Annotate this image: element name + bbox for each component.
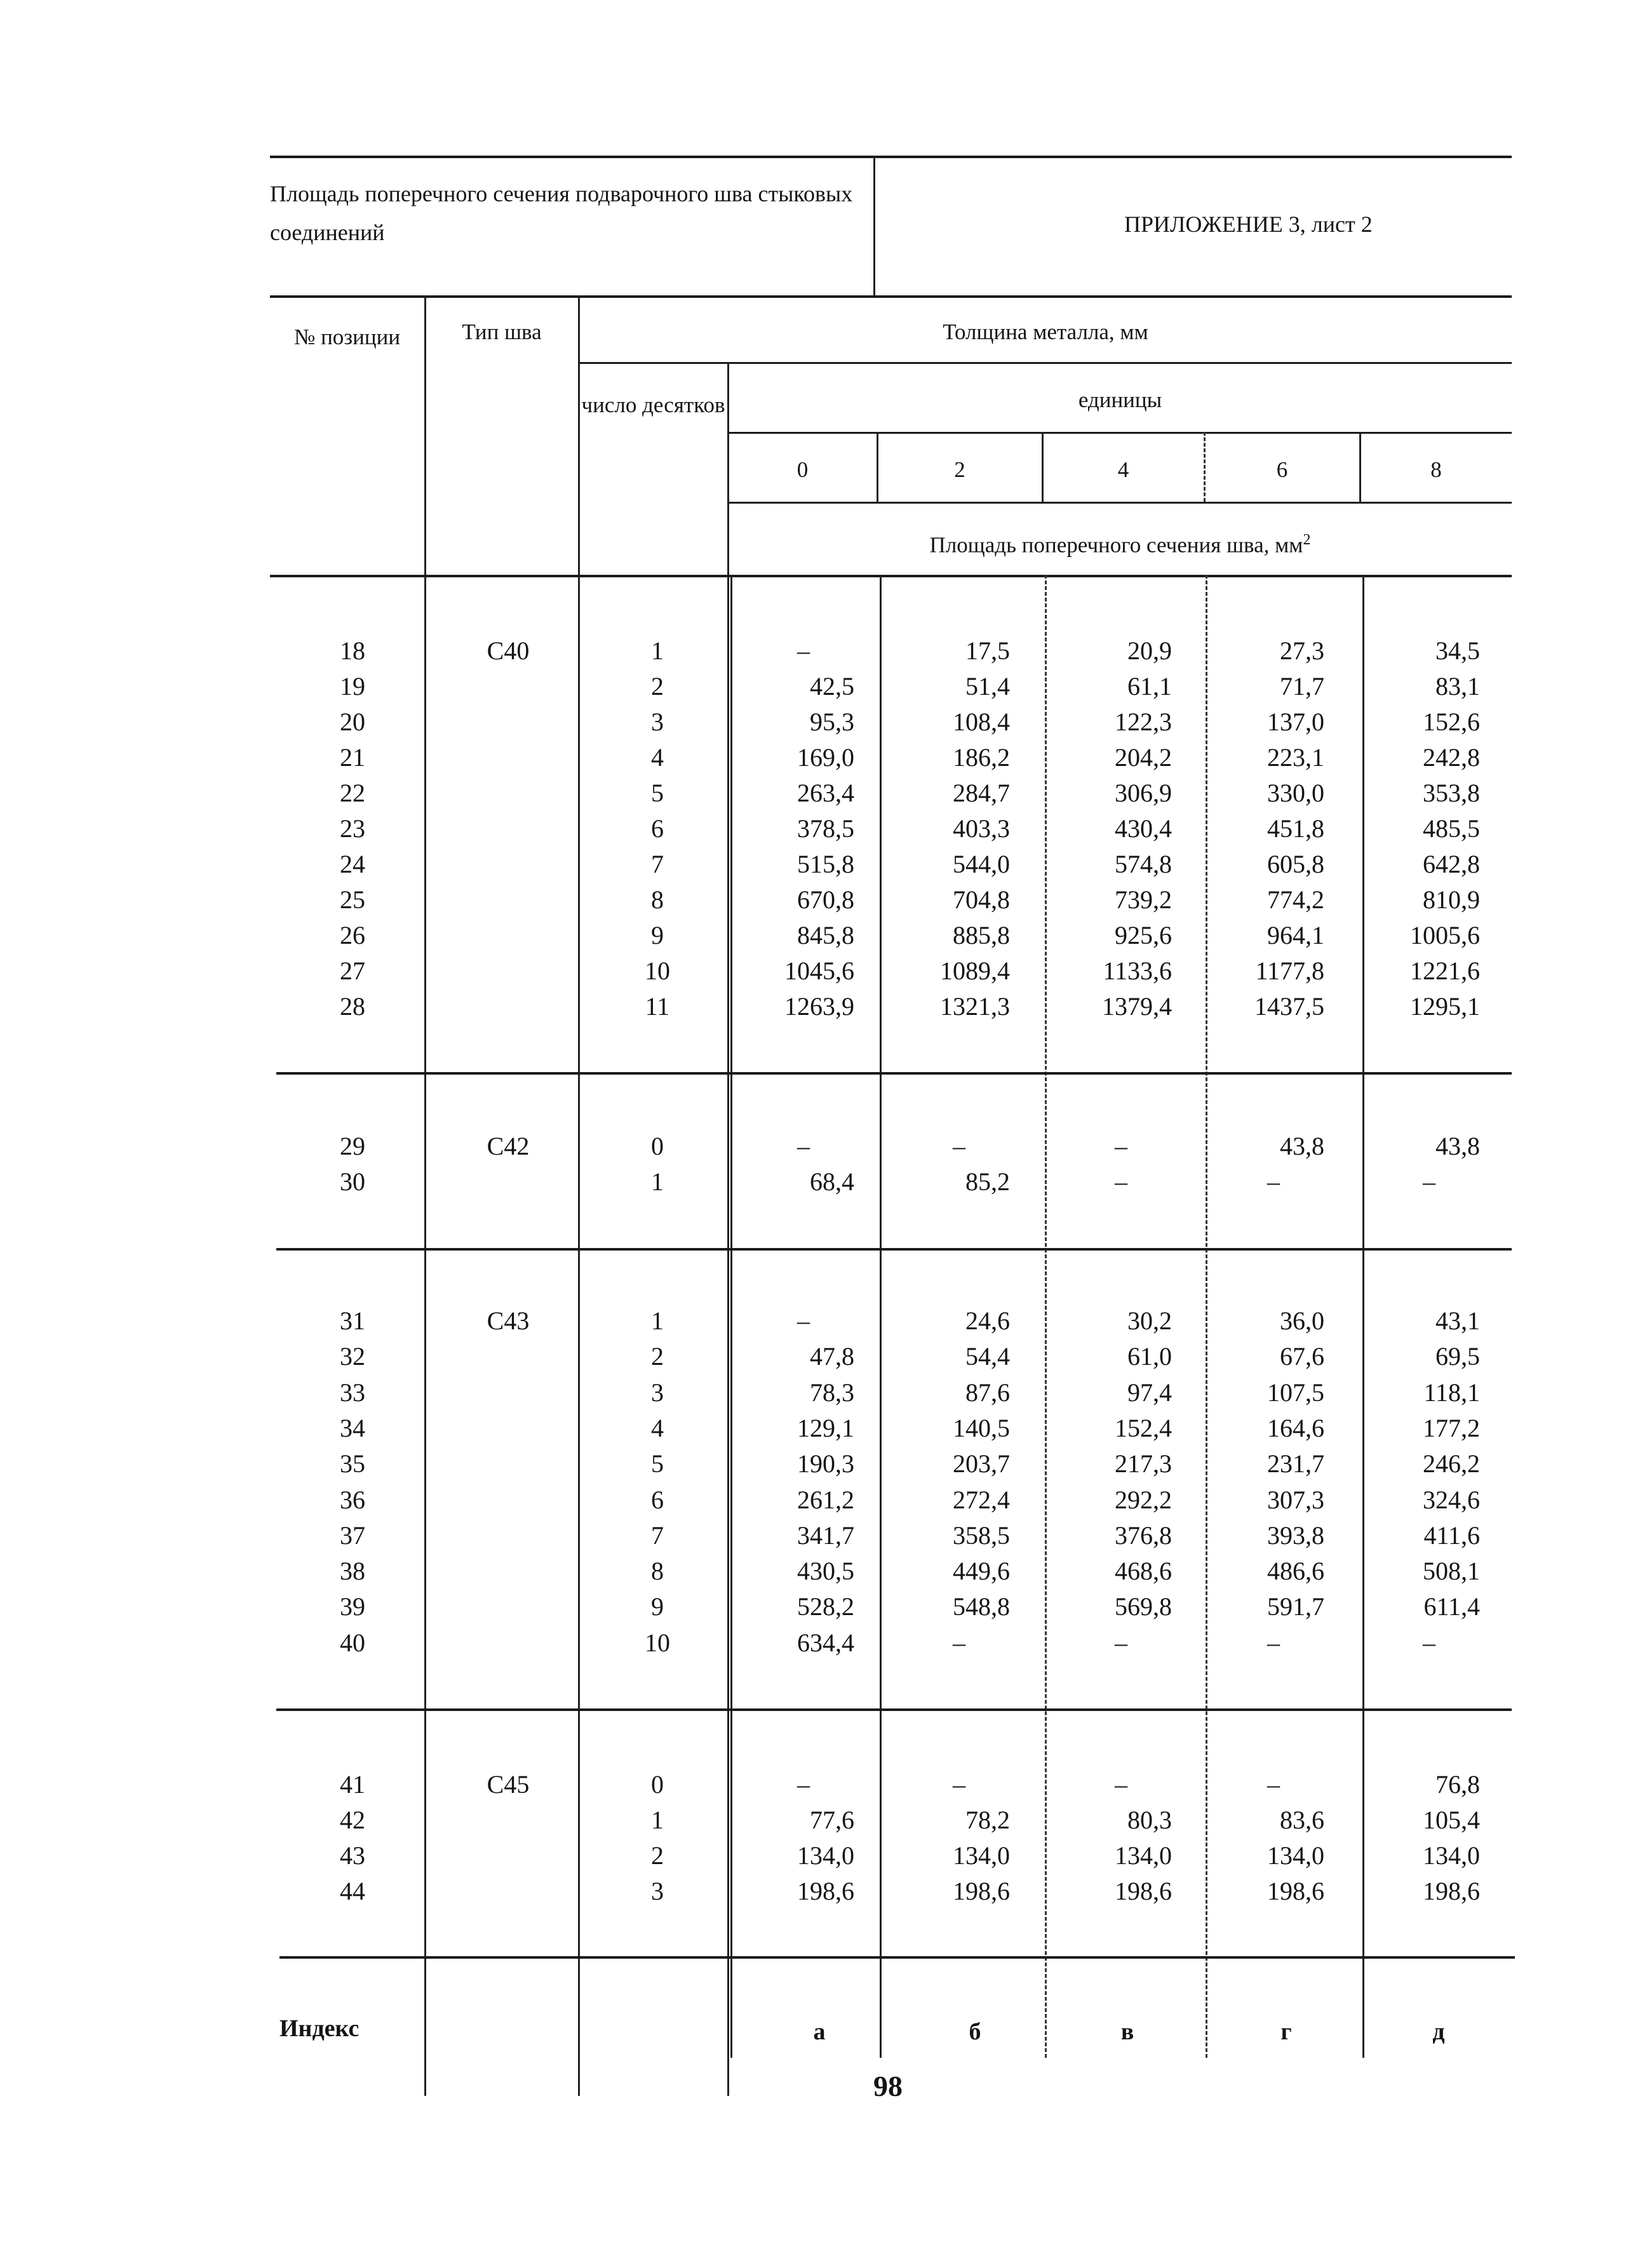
weld-type: С45: [487, 1770, 530, 1799]
area-value: 43,8: [1280, 1132, 1324, 1160]
thickness-header: Толщина металла, мм: [943, 319, 1148, 344]
area-value: 810,9: [1423, 885, 1480, 914]
position-number: 36: [340, 1486, 365, 1514]
area-value: 54,4: [965, 1342, 1010, 1371]
tens-value: 5: [651, 1449, 664, 1478]
tens-value: 0: [651, 1770, 664, 1799]
area-value: 515,8: [797, 850, 854, 878]
area-value: –: [797, 636, 810, 665]
area-value: 68,4: [810, 1167, 854, 1196]
tens-value: 6: [651, 1486, 664, 1514]
area-value: –: [953, 1628, 965, 1657]
appendix-label: ПРИЛОЖЕНИЕ 3, лист 2: [1124, 211, 1373, 237]
area-header: [729, 532, 1512, 556]
tens-value: 3: [651, 1877, 664, 1905]
unit-values-rule: [727, 502, 1512, 504]
position-number: 22: [340, 779, 365, 807]
units-header: единицы: [1078, 387, 1162, 412]
area-value: 330,0: [1267, 779, 1324, 807]
area-value: 774,2: [1267, 885, 1324, 914]
group-separator-3: [276, 1708, 1512, 1711]
area-value: –: [797, 1132, 810, 1160]
tens-value: 5: [651, 779, 664, 807]
area-value: 307,3: [1267, 1486, 1324, 1514]
area-value: –: [1423, 1167, 1435, 1196]
position-number: 26: [340, 921, 365, 949]
area-value: 30,2: [1127, 1306, 1172, 1335]
area-value: 108,4: [953, 708, 1010, 736]
position-number: 20: [340, 708, 365, 736]
area-value: 1177,8: [1255, 956, 1324, 985]
area-value: 569,8: [1115, 1592, 1172, 1621]
area-value: 217,3: [1115, 1449, 1172, 1478]
area-value: 231,7: [1267, 1449, 1324, 1478]
position-number: 28: [340, 992, 365, 1021]
position-number: 18: [340, 636, 365, 665]
area-value: 223,1: [1267, 743, 1324, 772]
index-d: д: [1432, 2018, 1445, 2045]
tens-value: 4: [651, 743, 664, 772]
area-value: 485,5: [1423, 814, 1480, 843]
top-rule: [270, 156, 1512, 158]
area-value: –: [1267, 1770, 1280, 1799]
tens-value: 2: [651, 1841, 664, 1870]
area-value: 411,6: [1423, 1521, 1480, 1550]
tens-value: 1: [651, 1806, 664, 1834]
area-value: 739,2: [1115, 885, 1172, 914]
position-number: 24: [340, 850, 365, 878]
area-value: 27,3: [1280, 636, 1324, 665]
area-value: 78,2: [965, 1806, 1010, 1834]
area-value: 544,0: [953, 850, 1010, 878]
position-number: 25: [340, 885, 365, 914]
area-value: 83,1: [1435, 672, 1480, 701]
area-value: 1263,9: [784, 992, 854, 1021]
area-value: 642,8: [1423, 850, 1480, 878]
area-value: 605,8: [1267, 850, 1324, 878]
area-value: 508,1: [1423, 1557, 1480, 1585]
area-value: 152,6: [1423, 708, 1480, 736]
position-number: 27: [340, 956, 365, 985]
position-number: 40: [340, 1628, 365, 1657]
area-header-sup: 2: [1303, 532, 1311, 548]
area-value: 24,6: [965, 1306, 1010, 1335]
area-value: 246,2: [1423, 1449, 1480, 1478]
area-value: 204,2: [1115, 743, 1172, 772]
area-value: 198,6: [1267, 1877, 1324, 1905]
area-value: 169,0: [797, 743, 854, 772]
index-a: а: [813, 2018, 826, 2045]
area-value: 341,7: [797, 1521, 854, 1550]
area-value: 1133,6: [1103, 956, 1172, 985]
tens-value: 3: [651, 708, 664, 736]
position-number: 30: [340, 1167, 365, 1196]
area-value: 71,7: [1280, 672, 1324, 701]
position-number: 32: [340, 1342, 365, 1371]
position-number: 38: [340, 1557, 365, 1585]
area-value: 122,3: [1115, 708, 1172, 736]
area-value: 306,9: [1115, 779, 1172, 807]
area-value: 87,6: [965, 1378, 1010, 1407]
area-value: –: [1267, 1628, 1280, 1657]
area-value: 1089,4: [940, 956, 1010, 985]
area-value: –: [953, 1132, 965, 1160]
area-value: 78,3: [810, 1378, 854, 1407]
area-value: 95,3: [810, 708, 854, 736]
group-separator-2: [276, 1248, 1512, 1251]
area-value: 164,6: [1267, 1414, 1324, 1442]
header-divider: [873, 156, 875, 295]
area-value: 263,4: [797, 779, 854, 807]
area-value: 591,7: [1267, 1592, 1324, 1621]
group-separator-1: [276, 1072, 1512, 1075]
area-value: 83,6: [1280, 1806, 1324, 1834]
area-value: 85,2: [965, 1167, 1010, 1196]
area-value: 1005,6: [1410, 921, 1480, 949]
area-value: 1379,4: [1102, 992, 1172, 1021]
tens-value: 3: [651, 1378, 664, 1407]
type-header: Тип шва: [462, 319, 542, 344]
area-value: 292,2: [1115, 1486, 1172, 1514]
area-value: 42,5: [810, 672, 854, 701]
area-value: 1221,6: [1410, 956, 1480, 985]
tens-value: 7: [651, 850, 664, 878]
position-number: 29: [340, 1132, 365, 1160]
area-value: 107,5: [1267, 1378, 1324, 1407]
body-divider-1: [880, 575, 882, 2058]
tens-value: 0: [651, 1132, 664, 1160]
weld-type: С43: [487, 1306, 530, 1335]
area-value: –: [797, 1770, 810, 1799]
area-value: 1045,6: [784, 956, 854, 985]
index-v: в: [1120, 2018, 1134, 2045]
area-value: 393,8: [1267, 1521, 1324, 1550]
area-value: 403,3: [953, 814, 1010, 843]
area-value: 140,5: [953, 1414, 1010, 1442]
area-value: 845,8: [797, 921, 854, 949]
position-number: 23: [340, 814, 365, 843]
area-value: 449,6: [953, 1557, 1010, 1585]
area-value: –: [953, 1770, 965, 1799]
position-number: 34: [340, 1414, 365, 1442]
position-number: 39: [340, 1592, 365, 1621]
tens-value: 4: [651, 1414, 664, 1442]
area-value: 203,7: [953, 1449, 1010, 1478]
area-value: 486,6: [1267, 1557, 1324, 1585]
page-title: Площадь поперечного сечения подварочного шва стыковых соединений: [270, 181, 853, 245]
area-value: –: [1115, 1770, 1127, 1799]
tens-header: число десятков: [581, 393, 725, 417]
area-value: 353,8: [1423, 779, 1480, 807]
area-value: 80,3: [1127, 1806, 1172, 1834]
tens-value: 8: [651, 1557, 664, 1585]
area-value: 574,8: [1115, 850, 1172, 878]
unit-0: 0: [796, 457, 809, 482]
col-divider-position: [424, 295, 426, 2096]
area-value: 358,5: [953, 1521, 1010, 1550]
area-value: 430,5: [797, 1557, 854, 1585]
area-value: –: [1423, 1628, 1435, 1657]
thickness-rule: [578, 362, 1512, 364]
area-value: 1437,5: [1254, 992, 1324, 1021]
area-value: 198,6: [953, 1877, 1010, 1905]
col-divider-tens: [727, 362, 729, 2096]
position-number: 43: [340, 1841, 365, 1870]
area-value: –: [797, 1306, 810, 1335]
area-value: 925,6: [1115, 921, 1172, 949]
area-value: 34,5: [1435, 636, 1480, 665]
tens-value: 1: [651, 1306, 664, 1335]
area-value: 152,4: [1115, 1414, 1172, 1442]
area-value: 43,1: [1435, 1306, 1480, 1335]
position-number: 44: [340, 1877, 365, 1905]
tens-value: 9: [651, 921, 664, 949]
area-value: 611,4: [1423, 1592, 1480, 1621]
tens-value: 2: [651, 1342, 664, 1371]
area-value: 468,6: [1115, 1557, 1172, 1585]
tens-value: 10: [645, 1628, 670, 1657]
area-value: 284,7: [953, 779, 1010, 807]
area-value: –: [1115, 1132, 1127, 1160]
area-value: 242,8: [1423, 743, 1480, 772]
page-number: 98: [873, 2070, 903, 2102]
area-value: 885,8: [953, 921, 1010, 949]
index-b: б: [969, 2018, 981, 2045]
area-value: 134,0: [1115, 1841, 1172, 1870]
area-value: 964,1: [1267, 921, 1324, 949]
area-value: 261,2: [797, 1486, 854, 1514]
area-value: 69,5: [1435, 1342, 1480, 1371]
position-number: 33: [340, 1378, 365, 1407]
area-value: 528,2: [797, 1592, 854, 1621]
area-value: 378,5: [797, 814, 854, 843]
unit-4: 4: [1117, 457, 1129, 482]
area-value: 548,8: [953, 1592, 1010, 1621]
area-value: 177,2: [1423, 1414, 1480, 1442]
area-value: 634,4: [797, 1628, 854, 1657]
tens-value: 9: [651, 1592, 664, 1621]
area-value: 430,4: [1115, 814, 1172, 843]
position-number: 42: [340, 1806, 365, 1834]
area-value: 43,8: [1435, 1132, 1480, 1160]
area-value: 1321,3: [940, 992, 1010, 1021]
area-value: 134,0: [1423, 1841, 1480, 1870]
unit-2: 2: [954, 457, 965, 482]
position-number: 19: [340, 672, 365, 701]
units-rule: [727, 432, 1512, 434]
area-value: 97,4: [1127, 1378, 1172, 1407]
area-header-text: Площадь поперечного сечения шва, мм: [929, 532, 1303, 558]
tens-value: 8: [651, 885, 664, 914]
position-number: 41: [340, 1770, 365, 1799]
area-value: 1295,1: [1410, 992, 1480, 1021]
col-divider-type: [578, 295, 580, 2096]
area-value: 134,0: [953, 1841, 1010, 1870]
area-value: 118,1: [1423, 1378, 1480, 1407]
weld-type: С42: [487, 1132, 530, 1160]
tens-value: 1: [651, 636, 664, 665]
tens-value: 11: [645, 992, 670, 1021]
tens-value: 7: [651, 1521, 664, 1550]
area-value: 105,4: [1423, 1806, 1480, 1834]
area-value: 198,6: [797, 1877, 854, 1905]
area-value: 17,5: [965, 636, 1010, 665]
area-value: 376,8: [1115, 1521, 1172, 1550]
area-value: 134,0: [797, 1841, 854, 1870]
area-value: 36,0: [1280, 1306, 1324, 1335]
area-value: 77,6: [810, 1806, 854, 1834]
area-value: 20,9: [1127, 636, 1172, 665]
area-value: 61,1: [1127, 672, 1172, 701]
position-number: 37: [340, 1521, 365, 1550]
group-separator-4: [279, 1956, 1515, 1959]
tens-value: 1: [651, 1167, 664, 1196]
position-header: № позиции: [293, 325, 401, 349]
area-value: 129,1: [797, 1414, 854, 1442]
area-value: 451,8: [1267, 814, 1324, 843]
area-value: 704,8: [953, 885, 1010, 914]
area-value: 324,6: [1423, 1486, 1480, 1514]
area-value: 198,6: [1423, 1877, 1480, 1905]
area-value: 137,0: [1267, 708, 1324, 736]
area-value: 51,4: [965, 672, 1010, 701]
area-value: 198,6: [1115, 1877, 1172, 1905]
position-number: 21: [340, 743, 365, 772]
area-value: 272,4: [953, 1486, 1010, 1514]
position-number: 31: [340, 1306, 365, 1335]
area-value: 76,8: [1435, 1770, 1480, 1799]
area-value: 67,6: [1280, 1342, 1324, 1371]
area-value: 47,8: [810, 1342, 854, 1371]
area-value: –: [1267, 1167, 1280, 1196]
position-number: 35: [340, 1449, 365, 1478]
weld-type: С40: [487, 636, 530, 665]
tens-value: 10: [645, 956, 670, 985]
index-g: г: [1280, 2018, 1292, 2045]
tens-value: 2: [651, 672, 664, 701]
tens-value: 6: [651, 814, 664, 843]
area-value: 61,0: [1127, 1342, 1172, 1371]
area-value: 134,0: [1267, 1841, 1324, 1870]
area-value: 670,8: [797, 885, 854, 914]
area-value: –: [1115, 1628, 1127, 1657]
unit-8: 8: [1430, 457, 1442, 482]
unit-6: 6: [1276, 457, 1288, 482]
header-bottom-rule: [270, 295, 1512, 298]
column-header-bottom-rule: [270, 575, 1512, 577]
index-label: Индекс: [279, 2015, 360, 2042]
area-value: 190,3: [797, 1449, 854, 1478]
area-value: 186,2: [953, 743, 1010, 772]
area-value: –: [1115, 1167, 1127, 1196]
